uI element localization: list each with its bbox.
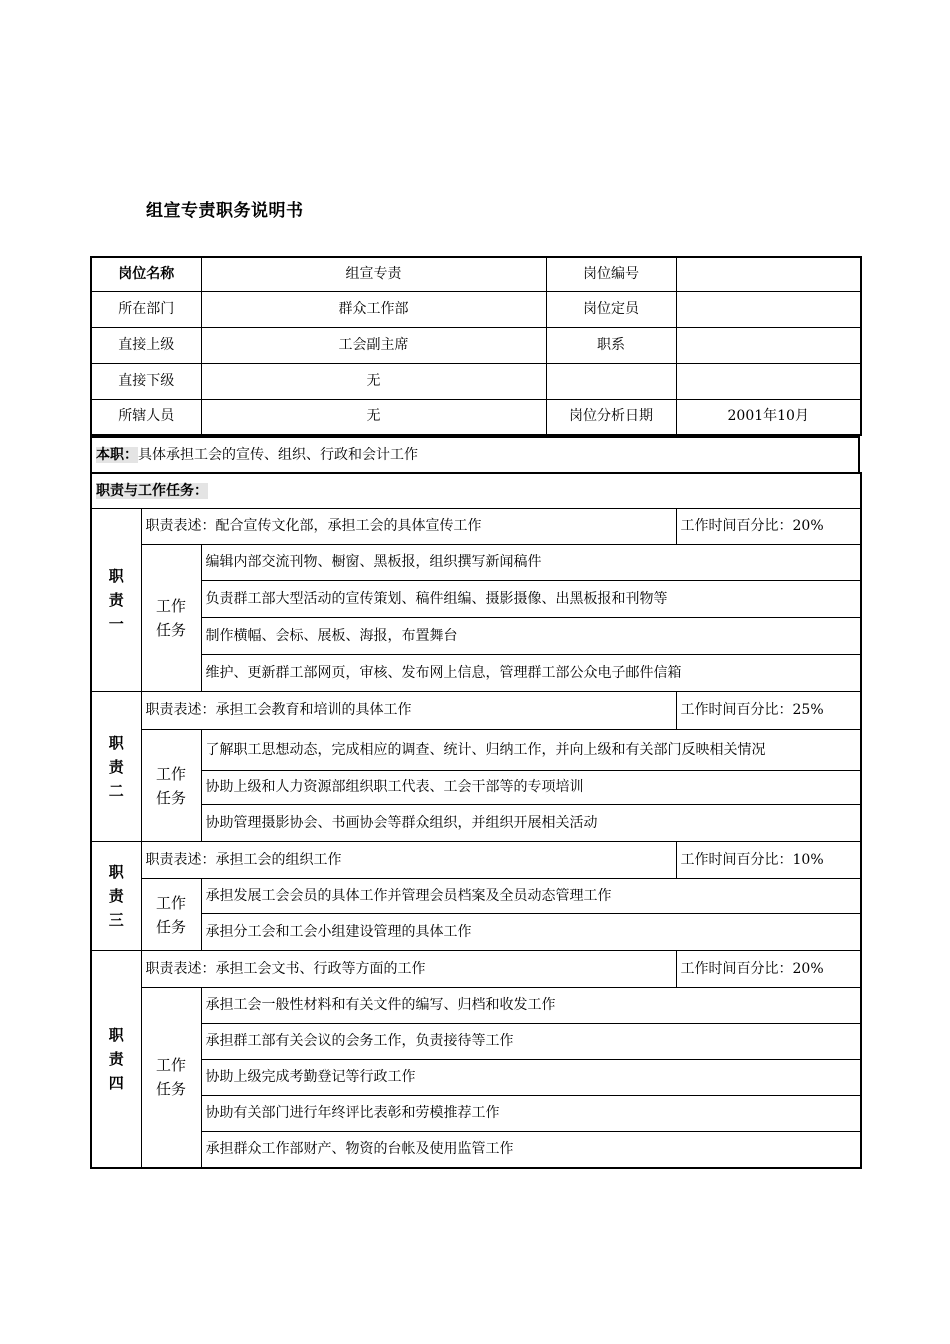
task-item: 承担分工会和工会小组建设管理的具体工作 xyxy=(201,914,861,951)
summary-text: 具体承担工会的宣传、组织、行政和会计工作 xyxy=(138,446,418,463)
info-value: 组宣专责 xyxy=(201,257,546,291)
info-value: 无 xyxy=(201,399,546,435)
task-item: 协助管理摄影协会、书画协会等群众组织，并组织开展相关活动 xyxy=(201,805,861,842)
duty-statement: 职责表述：承担工会的组织工作 xyxy=(141,842,676,879)
task-item: 承担工会一般性材料和有关文件的编写、归档和收发工作 xyxy=(201,988,861,1024)
task-item: 协助上级完成考勤登记等行政工作 xyxy=(201,1060,861,1096)
task-label: 工作 任务 xyxy=(141,988,201,1168)
duty-statement-row xyxy=(91,692,861,730)
duty-label: 职 责 三 xyxy=(91,842,141,951)
task-item: 承担群众工作部财产、物资的台帐及使用监管工作 xyxy=(201,1132,861,1168)
info-value2 xyxy=(676,327,861,363)
duties-table xyxy=(90,472,862,1169)
duties-header-row xyxy=(91,473,861,509)
duties-header-cell xyxy=(91,473,861,509)
info-value2: 2001年10月 xyxy=(676,399,861,435)
task-row xyxy=(91,730,861,771)
task-item: 承担群工部有关会议的会务工作，负责接待等工作 xyxy=(201,1024,861,1060)
info-row xyxy=(91,257,861,291)
info-value2 xyxy=(676,363,861,399)
info-value: 群众工作部 xyxy=(201,291,546,327)
info-label2: 岗位定员 xyxy=(546,291,676,327)
duty-statement: 职责表述：承担工会教育和培训的具体工作 xyxy=(141,692,676,730)
basic-info-table xyxy=(90,256,862,436)
task-item: 了解职工思想动态，完成相应的调查、统计、归纳工作，并向上级和有关部门反映相关情况 xyxy=(201,730,861,771)
task-item: 制作横幅、会标、展板、海报，布置舞台 xyxy=(201,618,861,655)
task-row xyxy=(91,655,861,692)
info-label2 xyxy=(546,363,676,399)
task-item: 承担发展工会会员的具体工作并管理会员档案及全员动态管理工作 xyxy=(201,879,861,914)
duty-label: 职 责 二 xyxy=(91,692,141,842)
summary-table xyxy=(90,436,860,474)
task-row xyxy=(91,805,861,842)
info-row xyxy=(91,363,861,399)
task-row xyxy=(91,1024,861,1060)
task-item: 负责群工部大型活动的宣传策划、稿件组编、摄影摄像、出黑板报和刊物等 xyxy=(201,581,861,618)
info-label: 所辖人员 xyxy=(91,399,201,435)
duty-time-percent: 工作时间百分比：20% xyxy=(676,951,861,988)
task-item: 编辑内部交流刊物、橱窗、黑板报，组织撰写新闻稿件 xyxy=(201,545,861,581)
task-row xyxy=(91,1060,861,1096)
summary-row xyxy=(91,437,859,473)
task-row xyxy=(91,988,861,1024)
task-item: 协助有关部门进行年终评比表彰和劳模推荐工作 xyxy=(201,1096,861,1132)
task-label: 工作 任务 xyxy=(141,545,201,692)
duty-statement-row xyxy=(91,842,861,879)
task-row xyxy=(91,545,861,581)
info-label2: 岗位编号 xyxy=(546,257,676,291)
duty-time-percent: 工作时间百分比：10% xyxy=(676,842,861,879)
summary-label: 本职： xyxy=(96,446,138,463)
task-item: 协助上级和人力资源部组织职工代表、工会干部等的专项培训 xyxy=(201,771,861,805)
info-value2 xyxy=(676,257,861,291)
duties-header: 职责与工作任务： xyxy=(96,482,208,499)
task-label: 工作 任务 xyxy=(141,730,201,842)
info-label: 所在部门 xyxy=(91,291,201,327)
info-row xyxy=(91,291,861,327)
task-row xyxy=(91,581,861,618)
duty-time-percent: 工作时间百分比：25% xyxy=(676,692,861,730)
duty-label: 职 责 四 xyxy=(91,951,141,1168)
task-row xyxy=(91,914,861,951)
task-label: 工作 任务 xyxy=(141,879,201,951)
summary-cell xyxy=(91,437,859,473)
task-row xyxy=(91,1096,861,1132)
task-row xyxy=(91,1132,861,1168)
duty-statement-row xyxy=(91,509,861,545)
page-title: 组宣专责职务说明书 xyxy=(146,201,304,221)
duty-statement: 职责表述：配合宣传文化部，承担工会的具体宣传工作 xyxy=(141,509,676,545)
task-row xyxy=(91,771,861,805)
info-row xyxy=(91,399,861,435)
info-value: 工会副主席 xyxy=(201,327,546,363)
info-label2: 岗位分析日期 xyxy=(546,399,676,435)
info-label: 岗位名称 xyxy=(91,257,201,291)
duty-statement-row xyxy=(91,951,861,988)
duty-statement: 职责表述：承担工会文书、行政等方面的工作 xyxy=(141,951,676,988)
task-item: 维护、更新群工部网页，审核、发布网上信息，管理群工部公众电子邮件信箱 xyxy=(201,655,861,692)
info-row xyxy=(91,327,861,363)
info-label: 直接上级 xyxy=(91,327,201,363)
duty-label: 职 责 一 xyxy=(91,509,141,692)
duty-time-percent: 工作时间百分比：20% xyxy=(676,509,861,545)
task-row xyxy=(91,879,861,914)
info-label2: 职系 xyxy=(546,327,676,363)
info-value2 xyxy=(676,291,861,327)
task-row xyxy=(91,618,861,655)
info-label: 直接下级 xyxy=(91,363,201,399)
info-value: 无 xyxy=(201,363,546,399)
